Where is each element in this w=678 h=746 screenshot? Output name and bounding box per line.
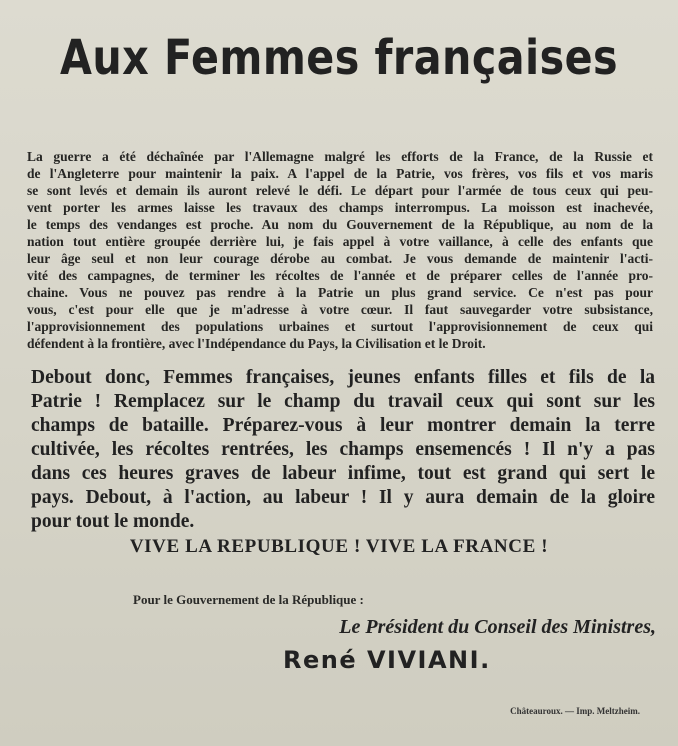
appeal-line: chaine. Vous ne pouvez pas rendre à la Patrie un plus grand service. Ce n'est pas pour xyxy=(27,285,653,300)
appeal-line: défendent à la frontière, avec l'Indépendance du Pays, la Civilisation et le Droit. xyxy=(27,336,486,351)
appeal-line: de l'Angleterre pour maintenir la paix. A l'appel de la Patrie, vos frères, vos fils et vos maris xyxy=(27,166,653,181)
call-line: cultivée, les récoltes rentrées, les champs ensemencés ! Il n'y a pas xyxy=(31,439,655,460)
appeal-line: vité des campagnes, de terminer les récoltes de l'année et de préparer celles de l'année pro- xyxy=(27,268,653,283)
call-line: pour tout le monde. xyxy=(31,511,195,532)
call-line: pays. Debout, à l'action, au labeur ! Il y aura demain de la gloire xyxy=(31,487,655,508)
printer-imprint: Châteauroux. — Imp. Meltzheim. xyxy=(510,706,640,716)
appeal-line: vous, c'est pour elle que je m'adresse à votre cœur. Il faut sauvegarder votre subsistance, xyxy=(27,302,653,317)
president-title: Le Président du Conseil des Ministres, xyxy=(339,616,656,638)
vive-slogan: VIVE LA REPUBLIQUE ! VIVE LA FRANCE ! xyxy=(129,536,549,557)
signature: René VIVIANI. xyxy=(283,646,491,674)
poster-title: Aux Femmes françaises xyxy=(59,30,619,86)
appeal-line: vent porter les armes laisse les travaux des champs interrompus. La moisson est inachevée, xyxy=(27,200,653,215)
appeal-line: leur âge seul et non leur courage dérobe au combat. Je vous demande de maintenir l'acti- xyxy=(27,251,653,266)
call-line: Debout donc, Femmes françaises, jeunes enfants filles et fils de la xyxy=(31,367,655,388)
government-line: Pour le Gouvernement de la République : xyxy=(133,592,364,607)
call-line: dans ces heures graves de labeur infime, tout est grand qui sert le xyxy=(31,463,655,484)
appeal-line: nation tout entière groupée derrière lui, je fais appel à votre vaillance, à celle des enfants que xyxy=(27,234,653,249)
appeal-line: se sont levés et demain ils auront relevé le défi. Le départ pour l'armée de tous ceux qui peu- xyxy=(27,183,653,198)
appeal-line: l'approvisionnement des populations urbaines et surtout l'approvisionnement de ceux qui xyxy=(27,319,653,334)
appeal-paragraph xyxy=(27,148,653,352)
appeal-line: le temps des vendanges est proche. Au nom du Gouvernement de la République, au nom de la xyxy=(27,217,653,232)
call-line: champs de bataille. Préparez-vous à leur montrer demain la terre xyxy=(31,415,655,436)
appeal-line: La guerre a été déchaînée par l'Allemagne malgré les efforts de la France, de la Russie et xyxy=(27,149,653,164)
call-to-action-paragraph xyxy=(31,366,655,534)
call-line: Patrie ! Remplacez sur le champ du travail ceux qui sont sur les xyxy=(31,391,655,412)
